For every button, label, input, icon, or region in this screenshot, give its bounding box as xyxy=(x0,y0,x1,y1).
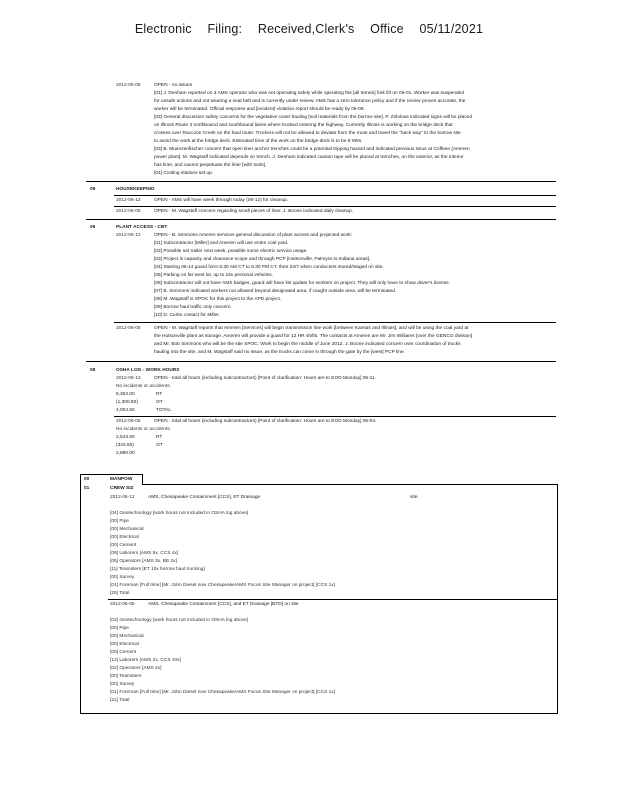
entry-line: has liner, and cannot perpetuate the liner [with tools]. xyxy=(154,163,267,168)
section-header-plant-access xyxy=(86,224,556,232)
entry-line: [02] General discussion safety concerns for the vegetative cover hauling [soil materials from the borrow site]. P. Zirlolous indicated signs will be placed xyxy=(154,115,472,120)
osha-entry xyxy=(86,375,556,383)
hours-row xyxy=(86,450,556,458)
entry-line: and Mr. Bob Simmons who will be the site SPOC. Work to begin the middle of June 2012. J. Boone indicated concern over coordination of trucks xyxy=(154,342,461,347)
crew-line: [03] Geotechnology [work hours not included in OSHA log above] xyxy=(110,618,249,623)
crew-line: [00] Survey xyxy=(110,682,135,687)
entry-note: No incidents or accidents. xyxy=(116,427,171,432)
entry-text: OPEN - M. Wagstaff concern regarding small pieces of liner. J. Boone indicated daily cleanup. xyxy=(154,209,354,214)
crew-line: [11] Teamsters [ET 10x borrow haul trucking] xyxy=(110,567,205,572)
entry-text: OPEN - AMS will have week through today (06-12) for cleanup. xyxy=(154,198,289,203)
crew-line: [21] Total xyxy=(110,698,130,703)
hours-label: OT xyxy=(156,400,163,405)
header-date: 05/11/2021 xyxy=(419,22,484,36)
crew-line: [00] Pipe xyxy=(110,626,129,631)
entry-line: power plant]. M. Wagstaff indicated depends on trench. J. Denham indicated caution tape will be placed at trenches, on the exterior, as the interior xyxy=(154,155,464,160)
entry-line: [02] Possible set trailer next week, possible some electric service usage. xyxy=(154,249,308,254)
section-title: OSHA LOG - WORK HOURS xyxy=(116,368,180,373)
section-number: 00 xyxy=(84,477,90,482)
entry-divider xyxy=(114,206,556,207)
crew-line: [25] Total xyxy=(110,591,130,596)
section-header-osha xyxy=(86,367,556,375)
crew-line: [00] Electrical xyxy=(110,535,139,540)
crew-entry xyxy=(80,601,558,609)
filing-header xyxy=(0,22,618,36)
entry-line: [08] M. Wagstaff is SPOC for this project to the APD project. xyxy=(154,297,282,302)
crew-entry xyxy=(80,494,558,502)
crew-line: [00] Pipe xyxy=(110,519,129,524)
entry-date: 2012-06-12 xyxy=(110,495,135,500)
section-title: PLANT ACCESS - CBT xyxy=(116,225,168,230)
entry-date: 2012-06-05 xyxy=(116,326,141,331)
crew-line: [01] Foreman [Full time] [Mr. John Diesel now Chesapeake/AMS Focus Site Manager on project] [CCS 1x] xyxy=(110,583,336,588)
entry-line: [01] Subcontractor [Miller] and Ameren will use entire coal yard. xyxy=(154,241,289,246)
hours-row xyxy=(86,399,556,407)
section-divider xyxy=(86,181,556,182)
header-filing: Filing: xyxy=(207,22,243,36)
entry-line: [01] J. Denham reported on 3 AMS operator who was not operating safely while operating the [all terrain] fork lift on 06-01. Worker was suspended xyxy=(154,91,465,96)
manpower-section xyxy=(80,474,558,714)
entry-line: crosses over Raccoon Creek on the haul route. Truckers will not be allowed to deviate from the route and travel the "back way" to the borrow site xyxy=(154,131,461,136)
entry-text: AMS, Chesapeake Containment [CCS], ET Drainage xyxy=(148,495,261,500)
section-title: CREW SIZ xyxy=(110,486,134,491)
hours-value: 4,004.50 xyxy=(116,408,135,413)
entry-text: OPEN - total all hours (including subcontractors) [Point of clarification: Hours are to EOD Monday] 06-11. xyxy=(154,376,376,381)
entry-date: 2012-06-12 xyxy=(116,198,141,203)
entry-divider xyxy=(114,416,556,417)
crew-line: [00] Survey xyxy=(110,575,135,580)
entry-line: to avoid the work at the bridge deck. Estimated time of the work on the bridge deck is to be 8 Wks. xyxy=(154,139,363,144)
hours-value: (343.50) xyxy=(116,443,134,448)
plant-access-entry xyxy=(86,325,556,333)
meeting-notes-upper xyxy=(86,80,556,458)
entry-text: AMS, Chesapeake Containment [CCS], and ET Drainage [BTD] on site xyxy=(148,602,299,607)
entry-line: on Illinois Route 3 northbound and southbound lanes where trucked entering the highway. Currently Illinois is working on the bridge deck that xyxy=(154,123,453,128)
entry-date: 2012-06-12 xyxy=(116,376,141,381)
crew-line: [00] Electrical xyxy=(110,642,139,647)
table-border xyxy=(80,713,558,714)
section-title: HOUSEKEEPING xyxy=(116,187,155,192)
entry-line: [06] Subcontractor will not have AMS badges, guard will have list update for workers on project. They will only have to show driver's license. xyxy=(154,281,450,286)
section-divider xyxy=(86,361,556,362)
housekeeping-entry xyxy=(86,208,556,216)
section-number: 06 xyxy=(90,225,96,230)
entry-line: [07] B. Simmons indicated workers not allowed beyond designated area, if caught outside area, will be terminated. xyxy=(154,289,397,294)
plant-access-entry xyxy=(86,232,556,240)
entry-text: OPEN - B. Simmons Ameren services general discussion of plant access and projected work: xyxy=(154,233,353,238)
crew-line: [00] Cement xyxy=(110,650,137,655)
hours-value: (1,300.50) xyxy=(116,400,138,405)
entry-line: [09] Borrow haul traffic only concern. xyxy=(154,305,232,310)
entry-line: [03] Project is capacity and clearance scope and through PCP [Hutsonville, Palmyra to Indiana areas]. xyxy=(154,257,371,262)
osha-entry xyxy=(86,418,556,426)
section-title: MANPOW xyxy=(110,477,133,482)
crew-line: [02] Operators [AMS 2x] xyxy=(110,666,162,671)
crew-line: [00] Mechanical xyxy=(110,527,144,532)
entry-line: [04] Cooling stations set up. xyxy=(154,171,214,176)
hours-row xyxy=(86,407,556,415)
crew-line: [12] Laborers [AMS 2x, CCS 10x] xyxy=(110,658,181,663)
entry-divider xyxy=(114,195,556,196)
crew-line: [01] Foreman [Full time] [Mr. John Diesel now Chesapeake/AMS Focus Site Manager on project] [CCS 1x] xyxy=(110,690,336,695)
crew-line: [05] Operators [AMS 3x, BE 2x] xyxy=(110,559,177,564)
entry-text: OPEN - no issues xyxy=(154,83,193,88)
entry-date: 2012-06-05 xyxy=(116,209,141,214)
section-number: 01 xyxy=(84,486,90,491)
entry-note: No incidents or accidents. xyxy=(116,384,171,389)
hours-row xyxy=(86,434,556,442)
hours-row xyxy=(86,442,556,450)
entry-date: 2012-05-05 xyxy=(116,83,141,88)
header-office: Office xyxy=(370,22,404,36)
entry-line: for unsafe actions and not wearing a seat belt and is currently under review. AMS has a zero tolerance policy and if the review proves accurate, the xyxy=(154,99,466,104)
entry-line: worker will be terminated. Official response and [incident] violation report should be ready by 06-08. xyxy=(154,107,365,112)
entry-date: 2012-06-12 xyxy=(116,233,141,238)
entry-line: hauling into the site, and M. Wagstaff said no issue, as the trucks can come in through the gate by the [west] PCP line. xyxy=(154,350,405,355)
entry-divider xyxy=(114,322,556,323)
header-received: Received,Clerk's xyxy=(257,22,355,36)
crew-line: [00] Teamsters xyxy=(110,674,142,679)
hours-value: 2,543.50 xyxy=(116,435,135,440)
crew-line: [09] Laborers [AMS 5x, CCS 4x] xyxy=(110,551,179,556)
entry-line: [05] Parking on far west lot, up to 15x personal vehicles. xyxy=(154,273,273,278)
housekeeping-entry xyxy=(86,197,556,205)
entry-line: [04] Starting 06-14 guard form 6:30 AM CT to 6:30 PM CT, then 24/7 when conductors stored/staged on site. xyxy=(154,265,384,270)
crew-line: [04] Geotechnology [work hours not included in OSHA log above] xyxy=(110,511,249,516)
hours-value: 2,880.00 xyxy=(116,451,135,456)
top-entry-row xyxy=(86,82,556,90)
header-electronic: Electronic xyxy=(134,22,192,36)
entry-line: the Hutsonville plant as storage. Ameren will provide a guard for 12 HR shifts. The contacts at Ameren are Mr. Jim Williams [over the GENCO division] xyxy=(154,334,473,339)
entry-divider xyxy=(108,599,558,600)
entry-line: [10] D. Curtin contact for Miller. xyxy=(154,313,220,318)
hours-value: 5,304.00 xyxy=(116,392,135,397)
section-number: 05 xyxy=(90,187,96,192)
table-border xyxy=(80,474,142,475)
section-divider xyxy=(86,219,556,220)
entry-line: [03] B. Muenzenfischer concern that open liner anchor trenches could be a potential tripping hazard and indicated previous issue at Coffeen [Ameren xyxy=(154,147,470,152)
entry-text: OPEN - M. Wagstaff reports that Ameren [Services] will begin transmission line work [between Kansas and Illinois], and will be using the coal yard at xyxy=(154,326,469,331)
crew-line: [00] Cement xyxy=(110,543,137,548)
crew-line: [00] Mechanical xyxy=(110,634,144,639)
section-number: 08 xyxy=(90,368,96,373)
hours-row xyxy=(86,391,556,399)
hours-label: OT xyxy=(156,443,163,448)
entry-text: OPEN - total all hours (including subcontractors) [Point of clarification: Hours are to EOD Monday] 06-04. xyxy=(154,419,377,424)
section-header-crew-size xyxy=(80,485,558,493)
entry-text-right: site. xyxy=(410,495,419,500)
hours-label: RT xyxy=(156,392,163,397)
section-header-housekeeping xyxy=(86,186,556,194)
hours-label: RT xyxy=(156,435,163,440)
section-header-manpower xyxy=(80,476,558,484)
entry-date: 2012-06-05 xyxy=(110,602,135,607)
entry-date: 2012-06-05 xyxy=(116,419,141,424)
hours-label: TOTAL xyxy=(156,408,172,413)
